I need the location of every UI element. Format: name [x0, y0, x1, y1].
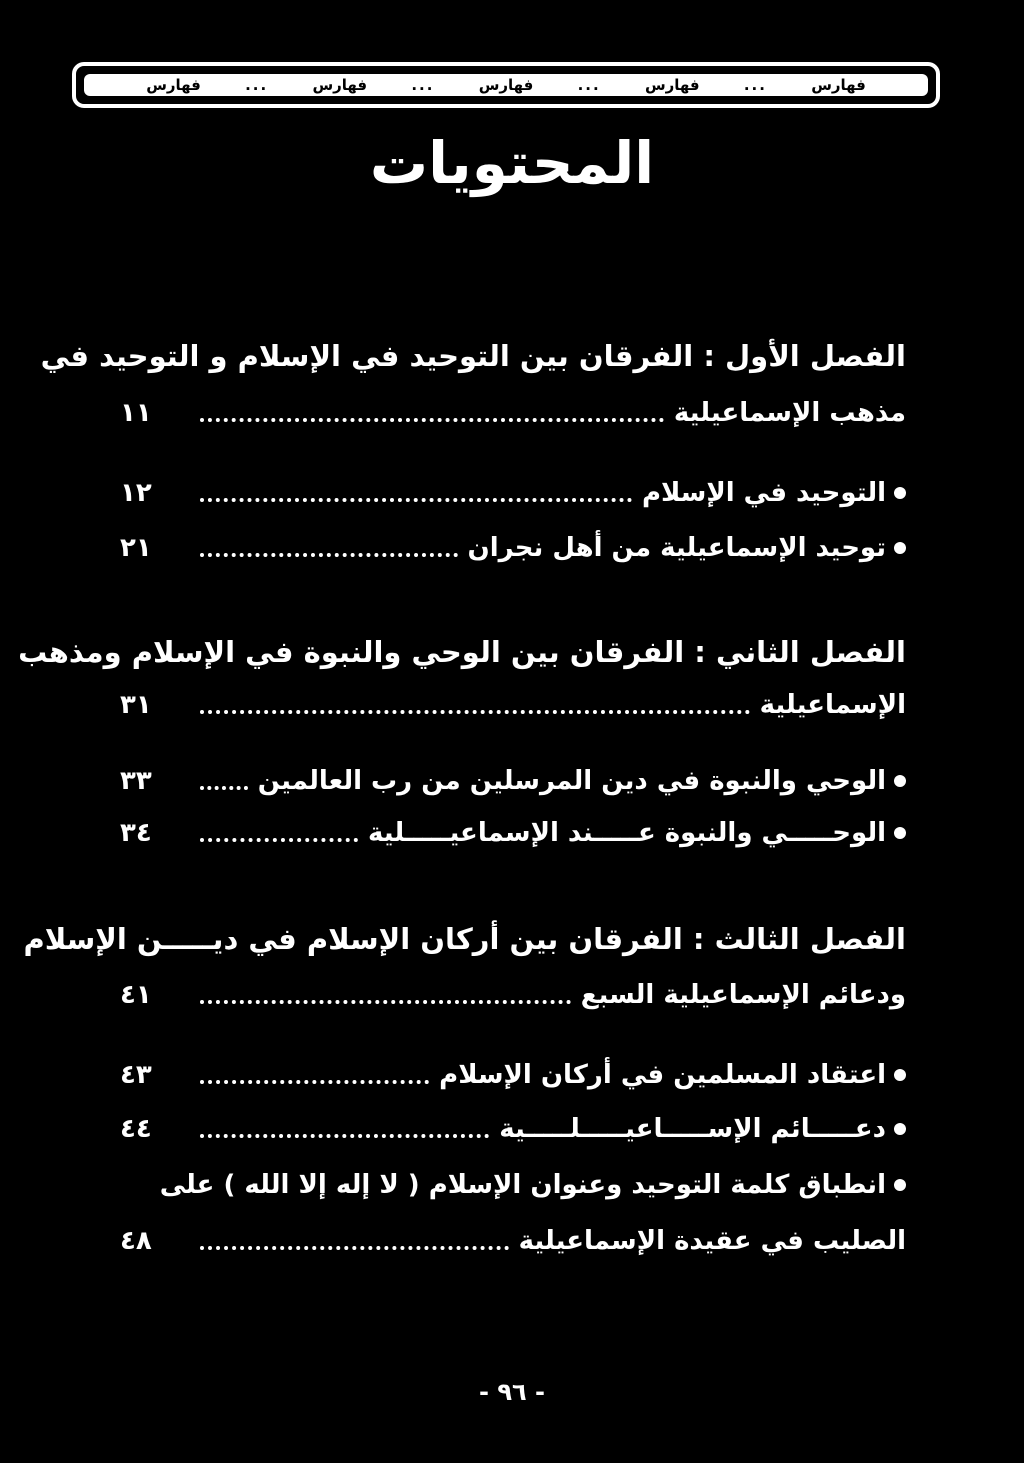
page-number: ٣١ — [120, 690, 152, 720]
page-number: ٣٤ — [120, 818, 152, 848]
toc-entry[interactable] — [120, 1172, 906, 1198]
bullet-icon — [894, 487, 906, 499]
dot-leader — [200, 400, 664, 426]
banner-separator: ... — [411, 76, 435, 94]
toc-entry[interactable] — [120, 820, 906, 846]
banner-separator: ... — [577, 76, 601, 94]
dot-leader — [200, 1228, 509, 1254]
dot-leader — [200, 982, 571, 1008]
chapter-heading — [40, 339, 906, 373]
page-number: ٤١ — [120, 980, 152, 1010]
toc-entry-text: الوحي والنبوة في دين المرسلين من رب العالمين — [257, 766, 886, 796]
dot-leader — [200, 480, 632, 506]
toc-entry-text: الصليب في عقيدة الإسماعيلية — [518, 1226, 906, 1256]
page-number: ٤٨ — [120, 1226, 152, 1256]
toc-entry[interactable] — [120, 768, 906, 794]
dot-leader — [200, 1116, 489, 1142]
banner-label: فهارس — [478, 76, 534, 94]
toc-entry-text: الإسماعيلية — [759, 690, 906, 720]
chapter-heading — [23, 922, 906, 956]
toc-entry[interactable] — [120, 982, 906, 1008]
footer-page-number: - ٩٦ - — [479, 1378, 545, 1406]
toc-entry[interactable] — [120, 1116, 906, 1142]
chapter-heading-text: الفصل الثالث : الفرقان بين أركان الإسلام في ديـــــن الإسلام — [23, 922, 906, 956]
page-number: ١٢ — [120, 478, 152, 508]
page-number: ١١ — [120, 398, 152, 428]
dot-leader — [200, 692, 750, 718]
toc-entry-text: دعـــــائم الإســـــاعيـــــلـــــية — [499, 1114, 886, 1144]
banner-label: فهارس — [644, 76, 700, 94]
toc-entry-text: توحيد الإسماعيلية من أهل نجران — [467, 533, 886, 563]
toc-entry-text: الوحـــــي والنبوة عـــــند الإسماعيـــــلية — [368, 818, 886, 848]
page-number: ٤٤ — [120, 1114, 152, 1144]
toc-entry-text: مذهب الإسماعيلية — [673, 398, 906, 428]
banner-label: فهارس — [312, 76, 368, 94]
bullet-icon — [894, 1069, 906, 1081]
toc-entry-text: ودعائم الإسماعيلية السبع — [580, 980, 906, 1010]
bullet-icon — [894, 542, 906, 554]
toc-entry-text: التوحيد في الإسلام — [641, 478, 886, 508]
page-title: المحتويات — [369, 129, 655, 197]
toc-entry-text: انطباق كلمة التوحيد وعنوان الإسلام ( لا إله إلا الله ) على — [159, 1170, 886, 1200]
chapter-heading — [18, 635, 906, 669]
dot-leader — [200, 768, 248, 794]
bullet-icon — [894, 1123, 906, 1135]
toc-entry[interactable] — [120, 692, 906, 718]
bullet-icon — [894, 827, 906, 839]
dot-leader — [200, 1062, 429, 1088]
bullet-icon — [894, 1179, 906, 1191]
header-banner-strip — [84, 74, 928, 96]
header-banner — [72, 62, 940, 108]
toc-entry[interactable] — [120, 535, 906, 561]
page-number: ٣٣ — [120, 766, 152, 796]
dot-leader — [200, 820, 358, 846]
chapter-heading-text: الفصل الثاني : الفرقان بين الوحي والنبوة في الإسلام ومذهب — [18, 635, 906, 669]
toc-entry[interactable] — [120, 400, 906, 426]
banner-separator: ... — [743, 76, 767, 94]
toc-entry[interactable] — [120, 480, 906, 506]
toc-entry-continuation[interactable] — [120, 1228, 906, 1254]
bullet-icon — [894, 775, 906, 787]
dot-leader — [200, 535, 458, 561]
banner-separator: ... — [245, 76, 269, 94]
page-number: ٢١ — [120, 533, 152, 563]
page-number: ٤٣ — [120, 1060, 152, 1090]
toc-entry[interactable] — [120, 1062, 906, 1088]
chapter-heading-text: الفصل الأول : الفرقان بين التوحيد في الإسلام و التوحيد في — [40, 339, 906, 373]
banner-label: فهارس — [811, 76, 866, 94]
toc-entry-text: اعتقاد المسلمين في أركان الإسلام — [439, 1060, 886, 1090]
banner-label: فهارس — [146, 76, 201, 94]
